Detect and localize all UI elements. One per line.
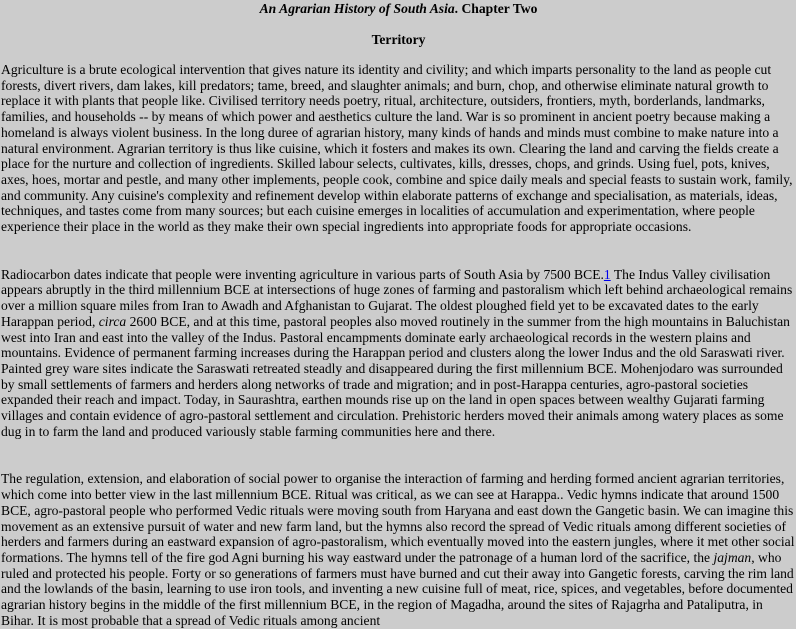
paragraph-3-text-b: , who ruled and protected his people. Forty or so generations of farmers must have burned and cut their away into Gangetic forests, carving the rim land and the lowlands of the basin, learning to use iron tools, and inventing a new cuisine full of meat, rice, spices, and vegetables, before documented agrarian history begins in the middle of the first millennium BCE, in the region of Magadha, around the sites of Rajagrha and Pataliputra, in Bihar. It is most probable that a spread of Vedic rituals among ancient (1, 549, 794, 628)
book-title: An Agrarian History of South Asia (259, 1, 455, 16)
footnote-link-1[interactable]: 1 (603, 266, 611, 282)
paragraph-2-text-b: The Indus Valley civilisation appears abruptly in the third millennium BCE at intersections of huge zones of farming and pastoralism which left behind archaeological remains over a million square miles from Iran to Awadh and Afghanistan to Gujarat. The oldest ploughed field yet to be excavated dates to the early Harappan period, (1, 266, 793, 329)
paragraph-3-italic-jajman: jajman (713, 549, 752, 565)
paragraph-2-italic-circa: circa (98, 313, 127, 329)
paragraph-3-text-a: The regulation, extension, and elaboration of social power to organise the interaction of farming and herding formed ancient agrarian territories, which come into better view in the last millennium BCE. Ritual was critical, as we can see at Harappa.. Vedic hymns indicate that around 1500 BCE, agro-pastoral people who performed Vedic rituals were moving south from Haryana and east down the Gangetic basin. We can imagine this movement as an extensive pursuit of water and new farm land, but the hymns also record the spread of Vedic rituals among different societies of herders and farmers during an eastward expansion of agro-pastoralism, which eventually moved into the eastern jungles, where it met other social formations. The hymns tell of the fire god Agni burning his way eastward under the patronage of a human lord of the sacrifice, the (1, 471, 795, 565)
paragraph-2 (1, 267, 796, 440)
title-separator: . (454, 1, 459, 16)
section-title: Territory (371, 32, 426, 47)
paragraph-2-text-c: 2600 BCE, and at this time, pastoral peoples also moved routinely in the summer from the high mountains in Baluchistan west into Iran and east into the valley of the Indus. Pastoral encampments dominate early archaeological records in the western plains and mountains. Evidence of permanent farming increases during the Harappan period and clusters along the lower Indus and the old Saraswati river. Painted grey ware sites indicate the Saraswati retreated steadly and disappeared during the first millennium BCE. Mohenjodaro was surrounded by small settlements of farmers and herders along networks of trade and migration; and in post-Harappa centuries, agro-pastoral societies expanded their reach and impact. Today, in Saurashtra, earthen mounds rise up on the land in open spaces between wealthy Gujarati farming villages and contain evidence of agro-pastoral settlement and circulation. Prehistoric herders moved their animals among watery places as some dug in to farm the land and produced variously stable farming communities here and there. (1, 313, 790, 439)
paragraph-3 (1, 471, 796, 628)
chapter-label: Chapter Two (458, 1, 538, 16)
paragraph-2-text-a: Radiocarbon dates indicate that people were inventing agriculture in various parts of South Asia by 7500 BCE. (1, 266, 604, 282)
document-header (1, 0, 796, 17)
paragraph-1: Agriculture is a brute ecological intervention that gives nature its identity and civility; and which imparts personality to the land as people cut forests, divert rivers, dam lakes, kill predators; tame, breed, and slaughter animals; and burn, chop, and otherwise eliminate natural growth to replace it with plants that people like. Civilised territory needs poetry, ritual, architecture, outsiders, frontiers, myth, borderlands, landmarks, families, and households -- by means of which power and aesthetics culture the land. War is so prominent in ancient poetry because making a homeland is always violent business. In the long duree of agrarian history, many kinds of hands and minds must combine to make nature into a natural environment. Agrarian territory is thus like cuisine, which it fosters and makes its own. Clearing the land and carving the fields create a place for the nurture and collection of ingredients. Skilled labour selects, cultivates, kills, dresses, chops, and grinds. Using fuel, pots, knives, axes, hoes, mortar and pestle, and many other implements, people cook, combine and spice daily meals and special feasts to sustain work, family, and community. Any cuisine's complexity and refinement develop within elaborate patterns of exchange and specialisation, as materials, ideas, techniques, and tastes come from many sources; but each cuisine emerges in localities of accumulation and experimentation, where people experience their place in the world as they make their own special ingredients into appropriate foods for appropriate occasions. (1, 62, 793, 235)
